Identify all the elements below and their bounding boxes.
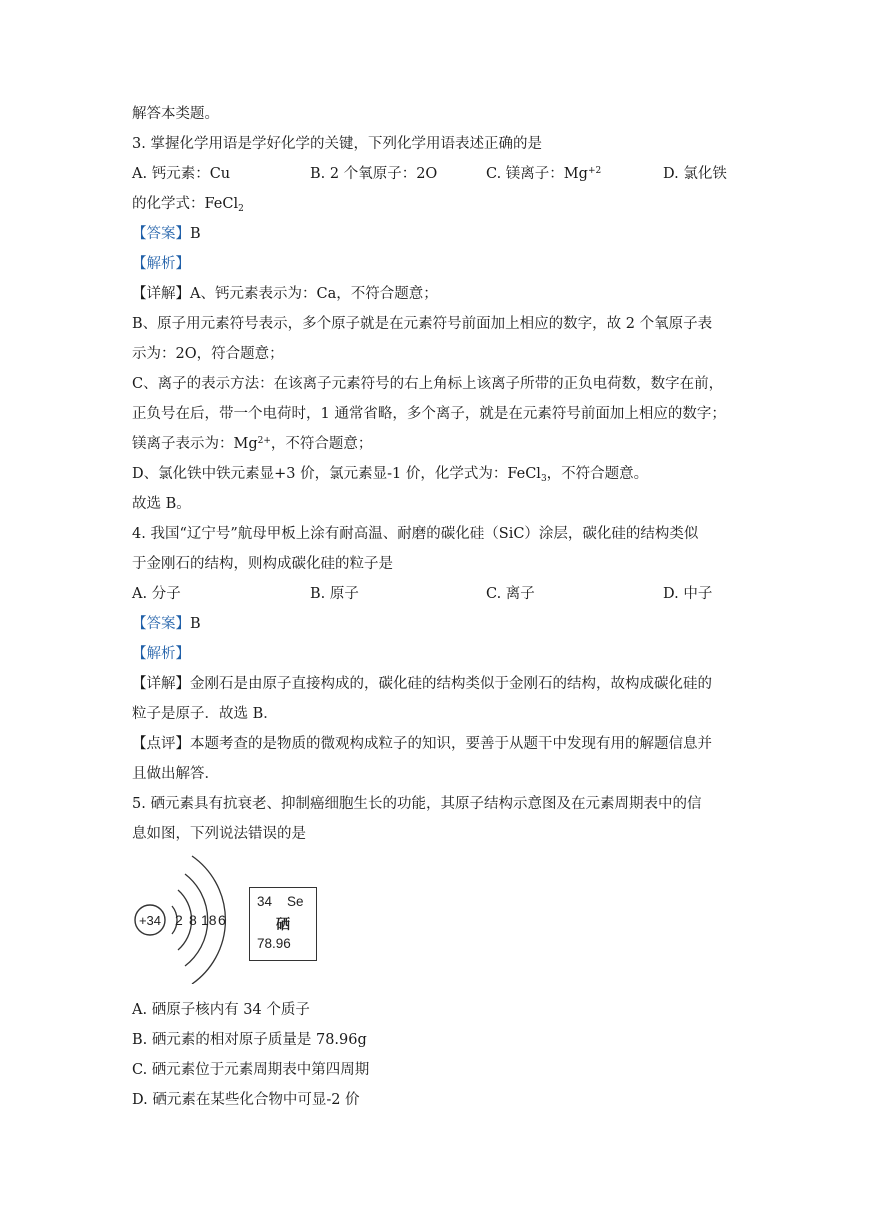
element-symbol: Se — [287, 894, 304, 909]
q3-detail-b2: 示为：2O，符合题意； — [132, 346, 284, 362]
q3-detail-d: D、氯化铁中铁元素显+3 价，氯元素显-1 价，化学式为：FeCl$_3$，不符合题意。 — [132, 466, 649, 484]
q3-detail-c3: 镁离子表示为：$Mg^{2+}$，不符合题意； — [132, 436, 373, 452]
element-name: 硒 — [276, 917, 290, 933]
q3-detail-a: 【详解】A、钙元素表示为：Ca，不符合题意； — [132, 286, 438, 302]
q5-option-a: A. 硒原子核内有 34 个质子 — [132, 1002, 310, 1018]
q3-stem: 3. 掌握化学用语是学好化学的关键，下列化学用语表述正确的是 — [132, 136, 542, 152]
q3-analysis-tag: 【解析】 — [132, 256, 190, 272]
periodic-table-cell — [249, 887, 317, 961]
atom-structure-diagram — [128, 848, 238, 984]
q3-option-a: A. 钙元素：Cu — [132, 166, 231, 182]
q4-option-d: D. 中子 — [663, 586, 713, 602]
q4-option-b: B. 原子 — [310, 586, 359, 602]
q4-answer: 【答案】B — [132, 616, 201, 632]
q3-detail-c2: 正负号在后，带一个电荷时，1 通常省略，多个离子，就是在元素符号前面加上相应的数字； — [132, 406, 726, 422]
shell-4-electrons: 6 — [218, 912, 226, 928]
q3-detail-c1: C、离子的表示方法：在该离子元素符号的右上角标上该离子所带的正负电荷数，数字在前， — [132, 376, 724, 392]
q3-option-c: C. 镁离子：$Mg^{+2}$ — [486, 166, 602, 182]
q4-option-a: A. 分子 — [132, 586, 181, 602]
shell-3-electrons: 18 — [201, 912, 217, 928]
q4-stem-1: 4. 我国“辽宁号”航母甲板上涂有耐高温、耐磨的碳化硅（SiC）涂层，碳化硅的结构类似 — [132, 526, 699, 542]
q4-detail-2: 粒子是原子．故选 B． — [132, 706, 278, 722]
q4-comment-1: 【点评】本题考查的是物质的微观构成粒子的知识，要善于从题干中发现有用的解题信息并 — [132, 736, 712, 752]
q3-choose: 故选 B。 — [132, 496, 191, 512]
nucleus-charge: +34 — [138, 913, 162, 928]
q5-option-b: B. 硒元素的相对原子质量是 78.96g — [132, 1032, 367, 1048]
q5-option-c: C. 硒元素位于元素周期表中第四周期 — [132, 1062, 370, 1078]
atomic-mass: 78.96 — [257, 936, 291, 951]
q3-option-b: B. 2 个氧原子：2O — [310, 166, 438, 182]
q4-comment-2: 且做出解答． — [132, 766, 219, 782]
q4-detail-1: 【详解】金刚石是由原子直接构成的，碳化硅的结构类似于金刚石的结构，故构成碳化硅的 — [132, 676, 712, 692]
q4-stem-2: 于金刚石的结构，则构成碳化硅的粒子是 — [132, 556, 393, 572]
q3-option-d: D. 氯化铁 — [663, 166, 727, 182]
q4-option-c: C. 离子 — [486, 586, 535, 602]
shell-1-electrons: 2 — [175, 912, 183, 928]
q3-option-d-cont: 的化学式：FeCl$_2$ — [132, 196, 244, 214]
prev-text: 解答本类题。 — [132, 106, 219, 122]
shell-2-electrons: 8 — [189, 912, 197, 928]
q3-detail-b1: B、原子用元素符号表示，多个原子就是在元素符号前面加上相应的数字，故 2 个氧原子表 — [132, 316, 713, 332]
q3-answer: 【答案】B — [132, 226, 201, 242]
q5-stem-1: 5. 硒元素具有抗衰老、抑制癌细胞生长的功能，其原子结构示意图及在元素周期表中的信 — [132, 796, 702, 812]
q5-stem-2: 息如图，下列说法错误的是 — [132, 826, 306, 842]
q5-option-d: D. 硒元素在某些化合物中可显-2 价 — [132, 1092, 360, 1108]
q4-analysis-tag: 【解析】 — [132, 646, 190, 662]
atomic-number: 34 — [257, 894, 273, 909]
